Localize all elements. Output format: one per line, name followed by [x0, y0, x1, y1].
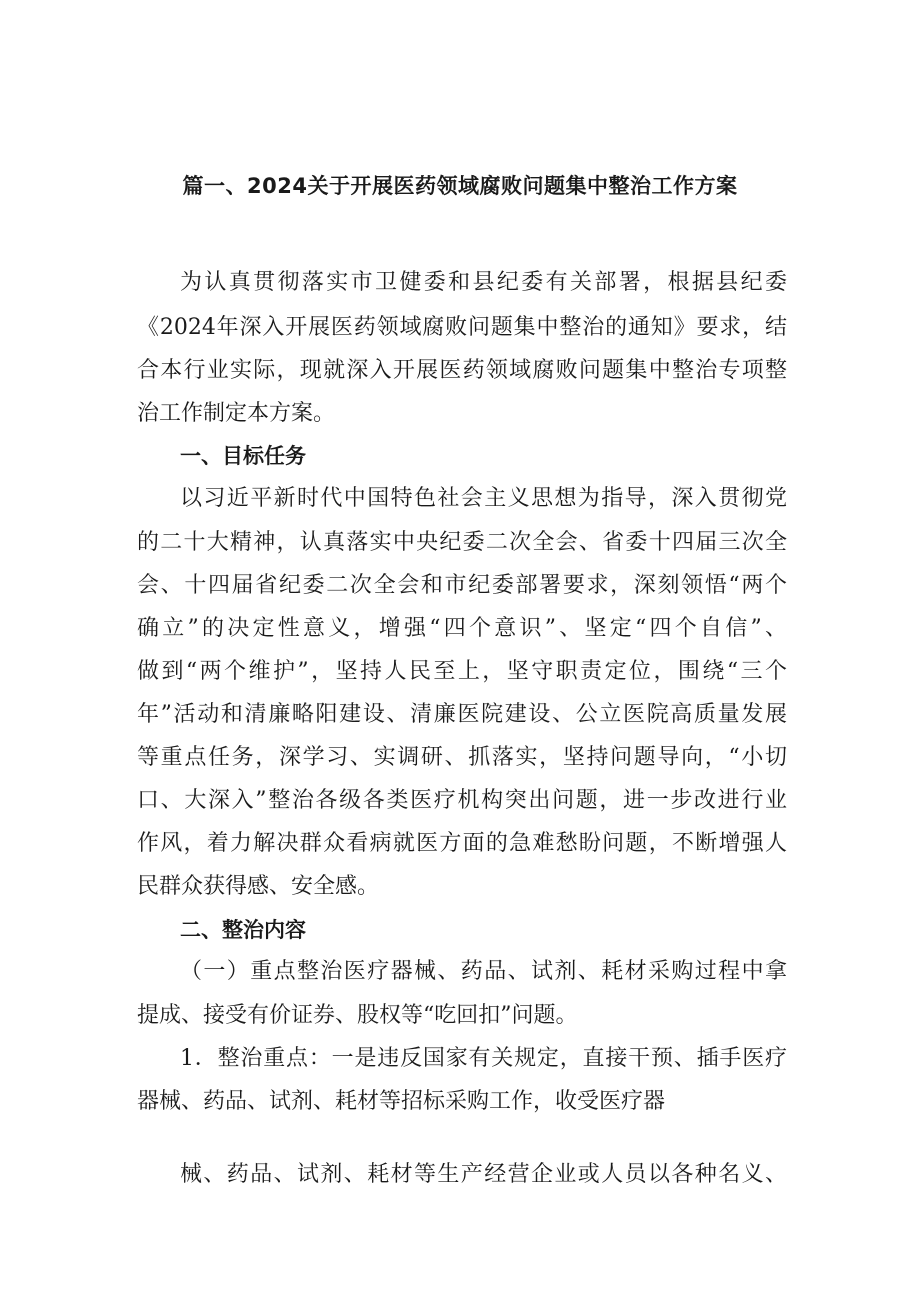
paragraph-line: （一）重点整治医疗器械、药品、试剂、耗材采购过程中拿: [180, 959, 787, 984]
section-heading: 二、整治内容: [180, 918, 306, 942]
paragraph-line: 口、大深入”整治各级各类医疗机构突出问题，进一步改进行业: [137, 788, 787, 813]
section-heading: 一、目标任务: [180, 444, 306, 468]
paragraph-line: 械、药品、试剂、耗材等生产经营企业或人员以各种名义、: [180, 1162, 787, 1187]
paragraph-line: 以习近平新时代中国特色社会主义思想为指导，深入贯彻党: [180, 486, 787, 511]
paragraph-line: 合本行业实际，现就深入开展医药领域腐败问题集中整治专项整: [137, 358, 787, 383]
paragraph-line: 治工作制定本方案。: [137, 401, 336, 426]
paragraph-line: 做到“两个维护”，坚持人民至上，坚守职责定位，围绕“三个: [137, 659, 787, 684]
paragraph-line: 等重点任务，深学习、实调研、抓落实，坚持问题导向，“小切: [137, 745, 787, 770]
paragraph-line: 器械、药品、试剂、耗材等招标采购工作，收受医疗器: [137, 1089, 666, 1114]
paragraph-line: 民群众获得感、安全感。: [137, 874, 380, 899]
paragraph-line: 会、十四届省纪委二次全会和市纪委部署要求，深刻领悟“两个: [137, 573, 787, 598]
document-title: 篇一、2024关于开展医药领域腐败问题集中整治工作方案: [182, 174, 738, 198]
paragraph-line: 确立”的决定性意义，增强“四个意识”、坚定“四个自信”、: [137, 616, 787, 641]
paragraph-line: 年”活动和清廉略阳建设、清廉医院建设、公立医院高质量发展: [137, 702, 787, 727]
paragraph-line: 提成、接受有价证券、股权等“吃回扣”问题。: [137, 1003, 578, 1028]
paragraph-line: 《2024年深入开展医药领域腐败问题集中整治的通知》要求，结: [137, 315, 787, 340]
paragraph-line: 为认真贯彻落实市卫健委和县纪委有关部署，根据县纪委: [180, 270, 787, 295]
paragraph-line: 作风，着力解决群众看病就医方面的急难愁盼问题，不断增强人: [137, 831, 787, 856]
paragraph-line: 的二十大精神，认真落实中央纪委二次全会、省委十四届三次全: [137, 530, 787, 555]
paragraph-line: 1．整治重点：一是违反国家有关规定，直接干预、插手医疗: [180, 1046, 787, 1071]
